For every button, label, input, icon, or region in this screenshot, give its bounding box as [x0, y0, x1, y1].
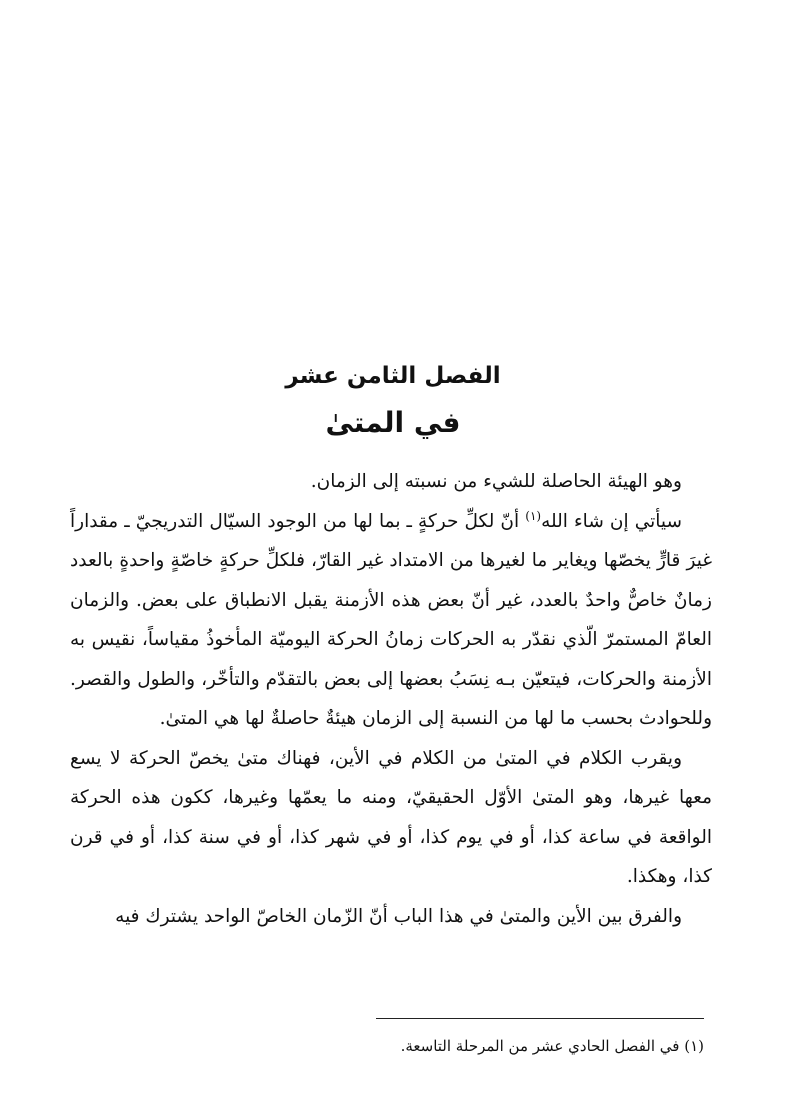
- paragraph-text: سيأتي إن شاء الله: [541, 510, 682, 532]
- paragraph-difference: والفرق بين الأين والمتىٰ في هذا الباب أنّ الزّمان الخاصّ الواحد يشترك فيه: [115, 905, 682, 927]
- chapter-number: الفصل الثامن عشر: [285, 363, 501, 389]
- chapter-heading: [0, 356, 786, 448]
- paragraph-definition: وهو الهيئة الحاصلة للشيء من نسبته إلى الزمان.: [310, 471, 682, 492]
- footnote: (١) في الفصل الحادي عشر من المرحلة التاسعة.: [400, 1037, 704, 1055]
- chapter-title: في المتىٰ: [325, 406, 461, 439]
- paragraph-mata-types: ويقرب الكلام في المتىٰ من الكلام في الأين، فهناك متىٰ يخصّ الحركة لا يسع معها غيرها، وهو المتىٰ الأوّل الحقيقيّ، ومنه ما يعمّها وغيرها، ككون هذه الحركة الواقعة في ساعة كذا، أو في يوم كذا، أو في شهر كذا، أو في سنة كذا، أو في قرن كذا، وهكذا.: [70, 747, 712, 887]
- chapter-body: [70, 462, 712, 936]
- paragraph-text: أنّ لكلِّ حركةٍ ـ بما لها من الوجود السيّال التدريجيّ ـ مقداراً غيرَ قارٍّ يخصّها ويغاير ما لغيرها من الامتداد غير القارّ، فلكلِّ حركةٍ خاصّةٍ واحدةٍ بالعدد زمانٌ خاصٌّ واحدٌ بالعدد، غير أنّ بعض هذه الأزمنة يقبل الانطباق على بعض. والزمان العامّ المستمرّ الّذي نقدّر به الحركات زمانُ الحركة اليوميّة المأخوذُ مقياساً، نقيس به الأزمنة والحركات، فيتعيّن بـه نِسَبُ بعضها إلى بعض بالتقدّم والتأخّر، والطول والقصر. وللحوادث بحسب ما لها من النسبة إلى الزمان هيئةٌ حاصلةٌ لها هي المتىٰ.: [70, 510, 712, 729]
- footnote-divider: [376, 1018, 704, 1019]
- footnote-reference: (١): [525, 508, 542, 523]
- paragraph-time-measure: [70, 502, 712, 739]
